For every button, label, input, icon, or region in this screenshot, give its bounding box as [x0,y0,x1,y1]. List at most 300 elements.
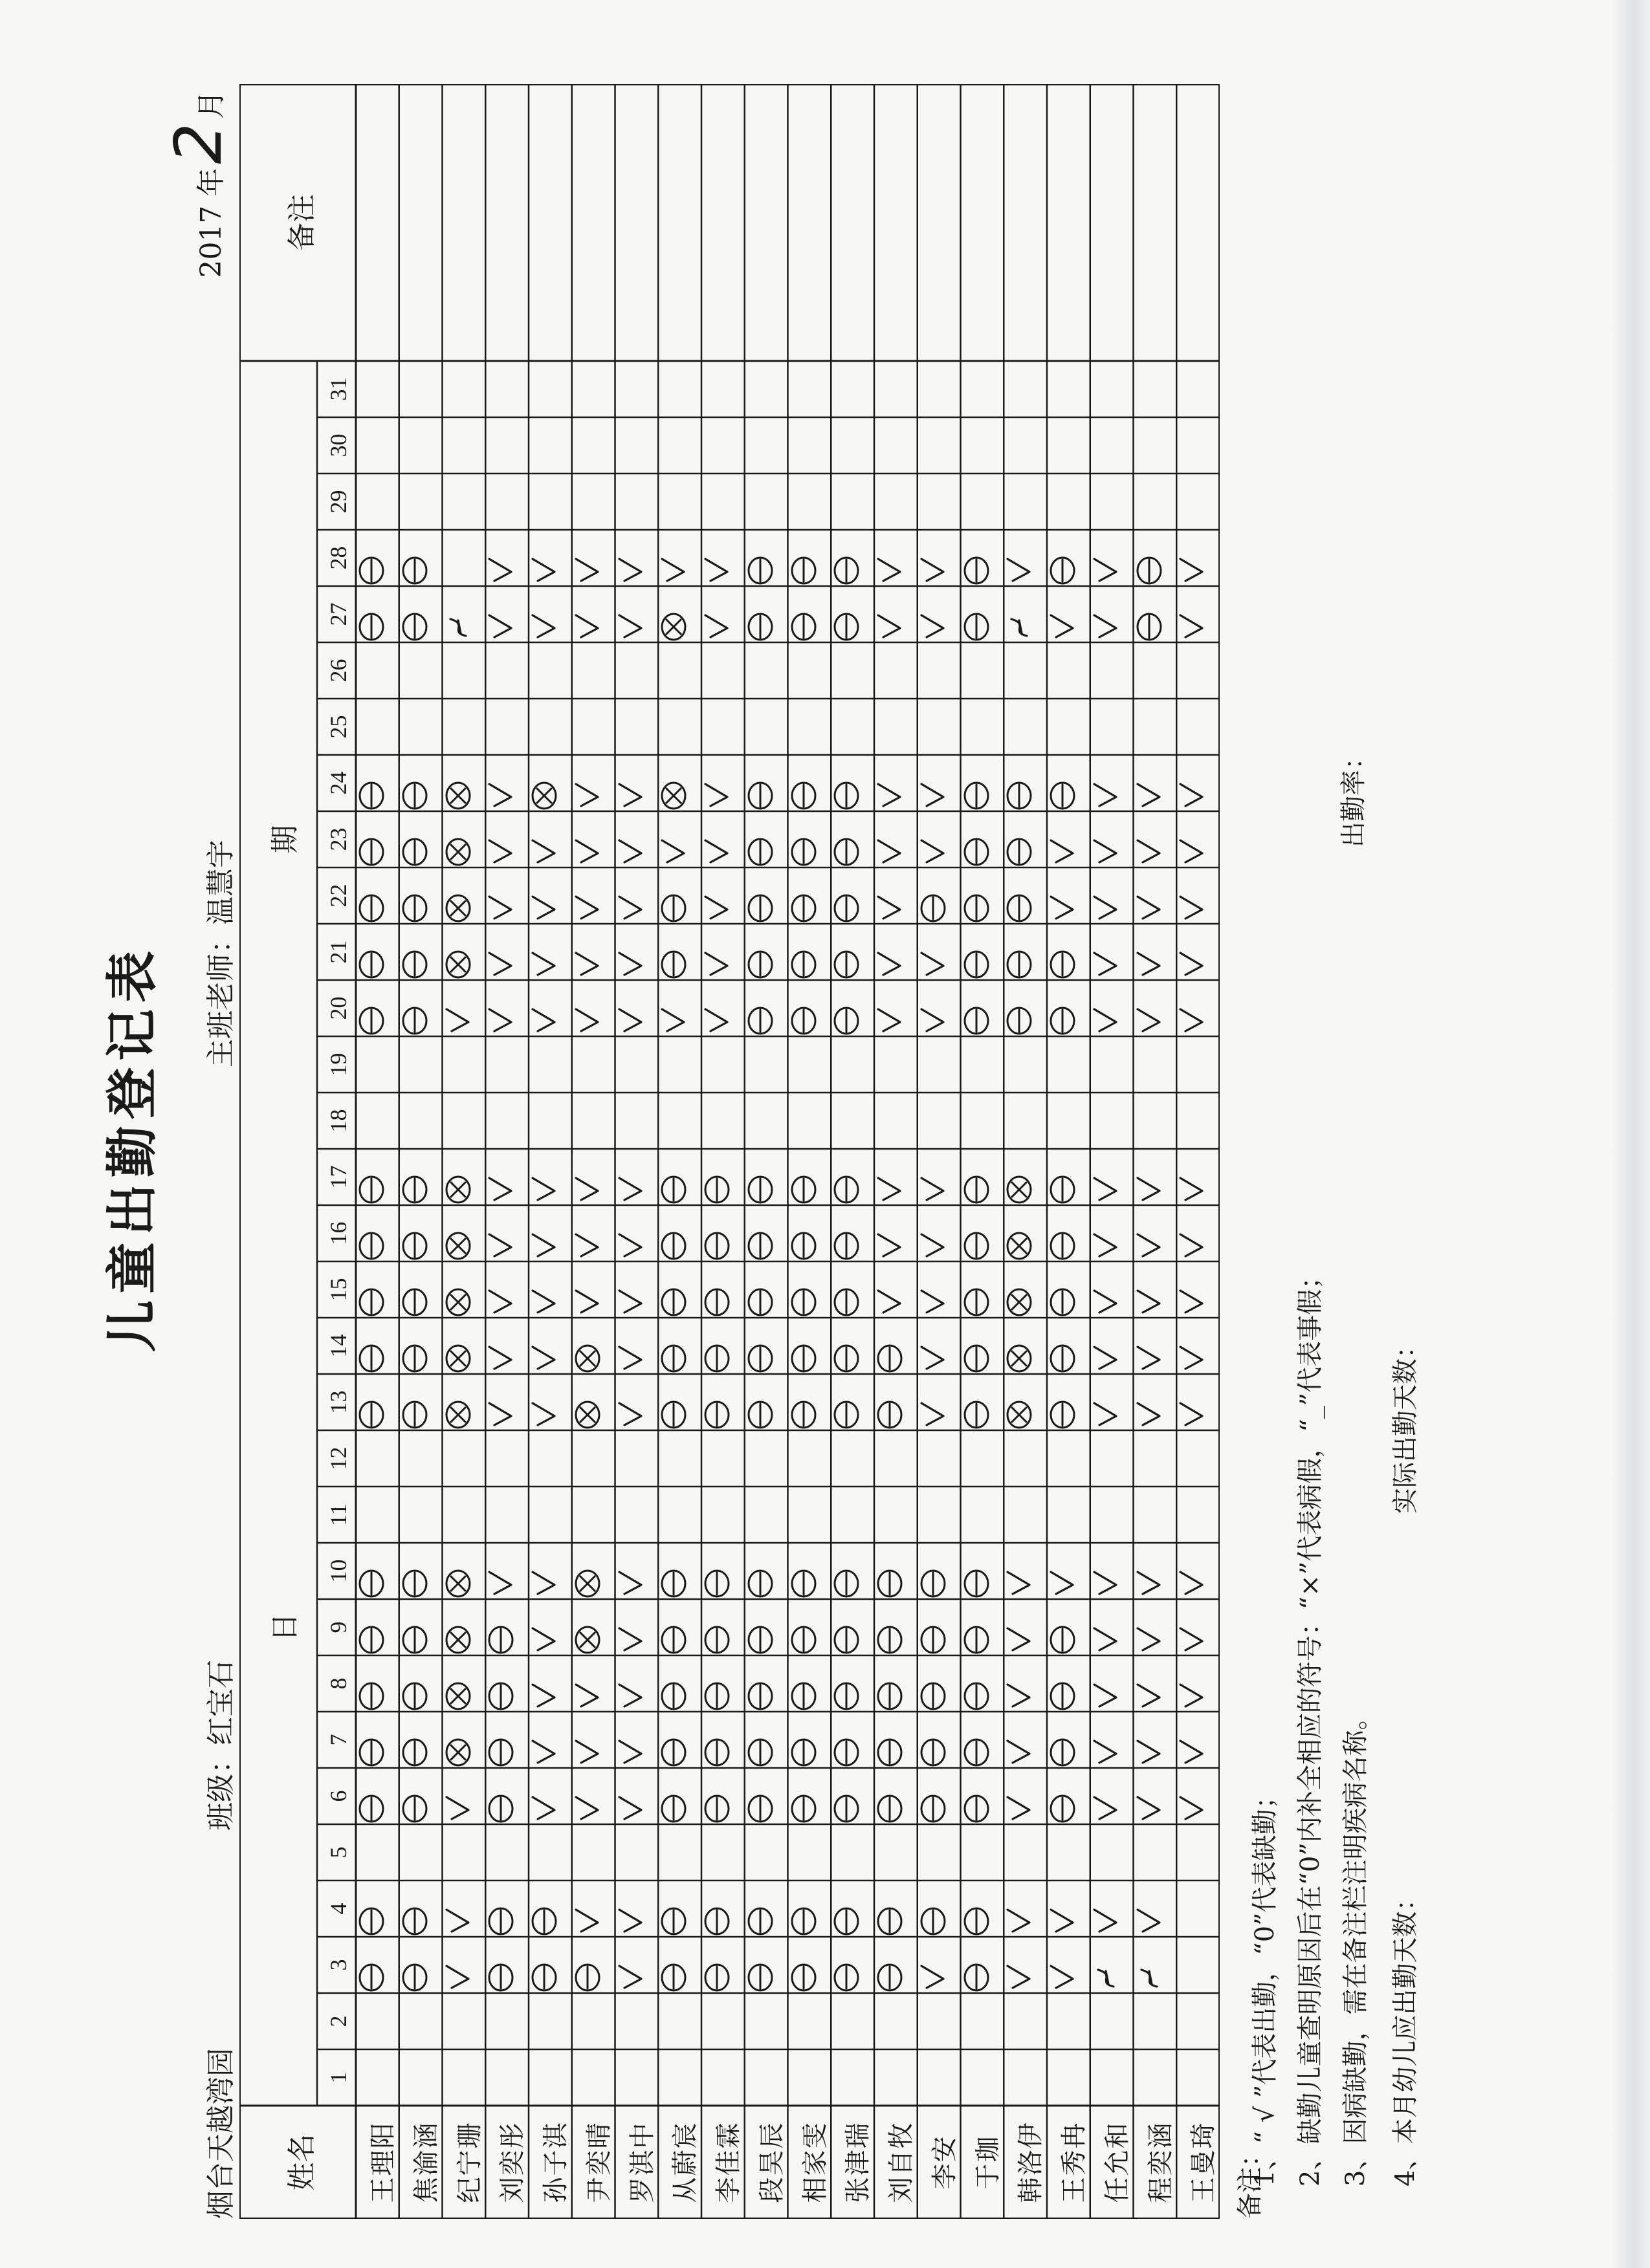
absent-circle-icon [961,755,1004,811]
absent-circle-icon [1047,1149,1090,1205]
absent-circle-icon [399,1768,443,1824]
absent-circle-icon [961,1261,1004,1318]
absent-circle-icon [399,867,443,924]
absent-circle-icon [874,1655,918,1712]
date-header-right: 期 [269,825,302,854]
absent-circle-icon [831,1768,874,1824]
absent-circle-icon [399,924,443,980]
checkmark-icon [918,1374,961,1430]
absent-circle-icon [356,980,399,1036]
checkmark-icon [615,1543,659,1599]
absent-circle-icon [356,1768,399,1824]
absent-circle-icon [831,1712,874,1768]
checkmark-icon [615,1937,659,1993]
absent-circle-icon [961,1374,1004,1430]
absent-circle-icon [961,1655,1004,1712]
checkmark-icon [918,1205,961,1261]
absent-circle-icon [745,1374,788,1430]
absent-circle-icon [485,1655,529,1712]
checkmark-icon [485,811,529,867]
checkmark-icon [1134,1374,1177,1430]
absent-circle-icon [701,1318,745,1374]
checkmark-icon [485,530,529,586]
checkmark-icon [658,530,701,586]
sick-leave-circle-icon [443,755,486,811]
absent-circle-icon [658,1374,701,1430]
absent-circle-icon [399,755,443,811]
absent-circle-icon [788,1599,831,1655]
scribble-mark-icon [1090,1937,1134,1993]
absent-circle-icon [831,1261,874,1318]
checkmark-icon [572,924,615,980]
checkmark-icon [918,980,961,1036]
absent-circle-icon [658,1599,701,1655]
absent-circle-icon [356,1881,399,1937]
absent-circle-icon [918,1543,961,1599]
checkmark-icon [615,1655,659,1712]
sick-leave-circle-icon [1004,1149,1047,1205]
checkmark-icon [1047,1543,1090,1599]
checkmark-icon [1134,1712,1177,1768]
absent-circle-icon [788,867,831,924]
absent-circle-icon [399,980,443,1036]
checkmark-icon [615,1261,659,1318]
checkmark-icon [874,755,918,811]
checkmark-icon [1176,1543,1220,1599]
checkmark-icon [918,755,961,811]
checkmark-icon [572,1261,615,1318]
checkmark-icon [1090,1655,1134,1712]
absent-circle-icon [356,586,399,642]
day-number: 6 [325,1790,351,1802]
checkmark-icon [1004,1768,1047,1824]
day-number: 21 [325,940,351,964]
absent-circle-icon [874,1937,918,1993]
checkmark-icon [1047,1881,1090,1937]
checkmark-icon [1090,1205,1134,1261]
day-number: 24 [325,771,351,795]
sick-leave-circle-icon [443,1599,486,1655]
absent-circle-icon [399,1543,443,1599]
checkmark-icon [874,811,918,867]
absent-circle-icon [1047,1205,1090,1261]
checkmark-icon [1176,1318,1220,1374]
checkmark-icon [1134,867,1177,924]
absent-circle-icon [356,1261,399,1318]
absent-circle-icon [399,1374,443,1430]
checkmark-icon [572,811,615,867]
checkmark-icon [485,980,529,1036]
student-name: 从蔚宸 [670,2121,701,2203]
absent-circle-icon [745,1318,788,1374]
checkmark-icon [1134,924,1177,980]
checkmark-icon [529,1599,572,1655]
checkmark-icon [1047,811,1090,867]
day-number: 13 [325,1390,351,1414]
checkmark-icon [701,530,745,586]
checkmark-icon [1090,980,1134,1036]
absent-circle-icon [356,1318,399,1374]
absent-circle-icon [1047,1655,1090,1712]
checkmark-icon [918,1261,961,1318]
checkmark-icon [1176,1712,1220,1768]
day-number: 30 [325,433,351,457]
sick-leave-circle-icon [443,1712,486,1768]
absent-circle-icon [658,1881,701,1937]
checkmark-icon [1134,980,1177,1036]
absent-circle-icon [961,1599,1004,1655]
checkmark-icon [529,1318,572,1374]
day-number: 5 [325,1846,351,1859]
checkmark-icon [615,1712,659,1768]
absent-circle-icon [788,755,831,811]
notes-list [1242,1263,1378,2186]
sick-leave-circle-icon [572,1318,615,1374]
checkmark-icon [918,586,961,642]
sick-leave-circle-icon [658,755,701,811]
checkmark-icon [529,924,572,980]
checkmark-icon [874,1261,918,1318]
sick-leave-circle-icon [1004,1205,1047,1261]
day-number: 4 [325,1903,351,1915]
checkmark-icon [1047,1937,1090,1993]
checkmark-icon [701,755,745,811]
attendance-rate-label: 出勤率： [1339,744,1369,847]
student-name: 相家雯 [800,2121,830,2203]
absent-circle-icon [658,1768,701,1824]
checkmark-icon [615,980,659,1036]
attendance-sheet [84,71,1462,2225]
checkmark-icon [1134,811,1177,867]
sick-leave-circle-icon [443,1655,486,1712]
absent-circle-icon [658,867,701,924]
absent-circle-icon [745,924,788,980]
absent-circle-icon [1134,530,1177,586]
absent-circle-icon [1047,1768,1090,1824]
checkmark-icon [529,1374,572,1430]
absent-circle-icon [701,1543,745,1599]
absent-circle-icon [745,980,788,1036]
sick-leave-circle-icon [443,867,486,924]
absent-circle-icon [745,811,788,867]
absent-circle-icon [399,1881,443,1937]
sick-leave-circle-icon [1004,1261,1047,1318]
absent-circle-icon [399,530,443,586]
sick-leave-circle-icon [443,1149,486,1205]
absent-circle-icon [1047,1318,1090,1374]
absent-circle-icon [745,755,788,811]
absent-circle-icon [961,1712,1004,1768]
absent-circle-icon [831,1374,874,1430]
checkmark-icon [658,980,701,1036]
date-header-left: 日 [269,1613,302,1642]
absent-circle-icon [831,1543,874,1599]
absent-circle-icon [961,1768,1004,1824]
sick-leave-circle-icon [443,924,486,980]
day-number: 28 [325,546,351,570]
checkmark-icon [1134,1655,1177,1712]
absent-circle-icon [918,1599,961,1655]
absent-circle-icon [1047,1712,1090,1768]
absent-circle-icon [658,1937,701,1993]
absent-circle-icon [918,1768,961,1824]
absent-circle-icon [831,811,874,867]
absent-circle-icon [529,1881,572,1937]
absent-circle-icon [356,755,399,811]
absent-circle-icon [356,924,399,980]
checkmark-icon [1090,1374,1134,1430]
sick-leave-circle-icon [658,586,701,642]
scribble-mark-icon [443,586,486,642]
note-item: 3、因病缺勤，需在备注栏注明疾病名称。 [1341,1704,1370,2186]
absent-circle-icon [701,1261,745,1318]
checkmark-icon [1004,1712,1047,1768]
absent-circle-icon [1047,924,1090,980]
day-number: 1 [325,2071,351,2084]
absent-circle-icon [788,1374,831,1430]
absent-circle-icon [874,1374,918,1430]
checkmark-icon [918,1318,961,1374]
checkmark-icon [615,1374,659,1430]
checkmark-icon [1004,1937,1047,1993]
checkmark-icon [1176,586,1220,642]
checkmark-icon [615,1881,659,1937]
checkmark-icon [485,755,529,811]
checkmark-icon [443,980,486,1036]
checkmark-icon [1090,1599,1134,1655]
checkmark-icon [485,1318,529,1374]
checkmark-icon [485,1261,529,1318]
checkmark-icon [529,1261,572,1318]
checkmark-icon [572,1881,615,1937]
day-number: 23 [325,827,351,851]
absent-circle-icon [788,1149,831,1205]
day-number: 26 [325,659,351,682]
absent-circle-icon [831,586,874,642]
checkmark-icon [572,1712,615,1768]
student-name: 纪宁珊 [454,2121,485,2203]
checkmark-icon [1176,755,1220,811]
checkmark-icon [529,980,572,1036]
day-number: 10 [325,1559,351,1583]
checkmark-icon [1090,1318,1134,1374]
absent-circle-icon [701,1937,745,1993]
checkmark-icon [529,811,572,867]
checkmark-icon [485,1543,529,1599]
absent-circle-icon [745,1543,788,1599]
checkmark-icon [529,867,572,924]
absent-circle-icon [701,1205,745,1261]
checkmark-icon [1134,1768,1177,1824]
absent-circle-icon [831,530,874,586]
sick-leave-circle-icon [1004,1374,1047,1430]
absent-circle-icon [831,924,874,980]
absent-circle-icon [485,1712,529,1768]
absent-circle-icon [1047,755,1090,811]
absent-circle-icon [831,867,874,924]
absent-circle-icon [745,1655,788,1712]
checkmark-icon [615,530,659,586]
absent-circle-icon [658,1712,701,1768]
absent-circle-icon [658,924,701,980]
checkmark-icon [572,1149,615,1205]
class-label: 班级：红宝石 [204,1660,237,1831]
absent-circle-icon [356,1655,399,1712]
absent-circle-icon [356,1543,399,1599]
absent-circle-icon [485,1881,529,1937]
absent-circle-icon [788,811,831,867]
checkmark-icon [572,530,615,586]
absent-circle-icon [356,1374,399,1430]
checkmark-icon [1004,1655,1047,1712]
absent-circle-icon [356,530,399,586]
checkmark-icon [1176,1205,1220,1261]
absent-circle-icon [658,1149,701,1205]
absent-circle-icon [399,1712,443,1768]
absent-circle-icon [961,1937,1004,1993]
student-name: 尹奕晴 [584,2121,614,2203]
scribble-mark-icon [1004,586,1047,642]
year-month [160,91,236,278]
checkmark-icon [918,1149,961,1205]
checkmark-icon [529,1149,572,1205]
absent-circle-icon [356,1149,399,1205]
checkmark-icon [485,867,529,924]
checkmark-icon [529,1768,572,1824]
absent-circle-icon [701,1768,745,1824]
absent-circle-icon [745,1768,788,1824]
absent-circle-icon [1004,867,1047,924]
absent-circle-icon [961,586,1004,642]
absent-circle-icon [1047,1599,1090,1655]
checkmark-icon [1176,1768,1220,1824]
checkmark-icon [615,1205,659,1261]
scribble-mark-icon [1134,1937,1177,1993]
absent-circle-icon [1047,980,1090,1036]
sick-leave-circle-icon [572,1543,615,1599]
absent-circle-icon [356,1599,399,1655]
student-name: 段昊辰 [756,2121,787,2203]
sick-leave-circle-icon [529,755,572,811]
day-number: 12 [325,1446,351,1470]
checkmark-icon [572,867,615,924]
checkmark-icon [485,1149,529,1205]
absent-circle-icon [831,1205,874,1261]
checkmark-icon [918,1937,961,1993]
sick-leave-circle-icon [443,1543,486,1599]
student-name: 张津瑞 [843,2121,874,2203]
checkmark-icon [1176,980,1220,1036]
student-name: 王曼琦 [1189,2121,1219,2203]
checkmark-icon [615,1318,659,1374]
day-number: 11 [325,1503,351,1526]
absent-circle-icon [788,1768,831,1824]
absent-circle-icon [1047,530,1090,586]
student-name: 李佳霖 [714,2121,743,2203]
student-name: 韩洛伊 [1016,2121,1046,2203]
student-name: 刘奕彤 [498,2121,528,2203]
checkmark-icon [1134,1261,1177,1318]
absent-circle-icon [745,530,788,586]
day-number: 17 [325,1165,351,1189]
student-name: 刘自牧 [886,2121,916,2203]
checkmark-icon [1090,755,1134,811]
checkmark-icon [1004,1599,1047,1655]
checkmark-icon [1176,1261,1220,1318]
absent-circle-icon [399,1261,443,1318]
absent-circle-icon [658,1655,701,1712]
absent-circle-icon [399,1318,443,1374]
name-column-header: 姓名 [285,2133,318,2191]
absent-circle-icon [485,1768,529,1824]
absent-circle-icon [1134,586,1177,642]
teacher-label: 主班老师：温慧宇 [204,840,237,1067]
year-label: 2017 年 [195,168,228,278]
sick-leave-circle-icon [443,1261,486,1318]
absent-circle-icon [658,1261,701,1318]
absent-circle-icon [356,1205,399,1261]
absent-circle-icon [745,1261,788,1318]
checkmark-icon [1004,530,1047,586]
checkmark-icon [1134,1149,1177,1205]
absent-circle-icon [1004,755,1047,811]
absent-circle-icon [831,755,874,811]
student-name: 李安 [929,2135,960,2190]
checkmark-icon [1134,1881,1177,1937]
checkmark-icon [658,811,701,867]
student-name: 焦渝涵 [411,2121,441,2203]
absent-circle-icon [1047,1374,1090,1430]
checkmark-icon [701,980,745,1036]
student-name: 任允和 [1102,2121,1132,2203]
checkmark-icon [1176,1149,1220,1205]
day-number: 20 [325,996,351,1020]
day-number: 9 [325,1621,351,1633]
absent-circle-icon [788,980,831,1036]
checkmark-icon [443,1937,486,1993]
checkmark-icon [443,1881,486,1937]
absent-circle-icon [788,1205,831,1261]
checkmark-icon [701,867,745,924]
student-name: 罗淇中 [627,2121,657,2203]
checkmark-icon [874,1149,918,1205]
checkmark-icon [701,586,745,642]
checkmark-icon [918,924,961,980]
absent-circle-icon [874,1881,918,1937]
absent-circle-icon [399,1599,443,1655]
student-name: 于珈 [973,2135,1003,2190]
absent-circle-icon [745,1205,788,1261]
checkmark-icon [1090,1261,1134,1318]
absent-circle-icon [745,1937,788,1993]
checkmark-icon [615,811,659,867]
student-name: 王秀冉 [1059,2121,1089,2203]
day-number: 16 [325,1221,351,1245]
checkmark-icon [615,1149,659,1205]
sick-leave-circle-icon [443,811,486,867]
checkmark-icon [615,867,659,924]
absent-circle-icon [658,1318,701,1374]
checkmark-icon [529,1655,572,1712]
month-value: 2 [160,123,236,164]
absent-circle-icon [745,1599,788,1655]
checkmark-icon [529,1712,572,1768]
day-number: 14 [325,1334,351,1358]
checkmark-icon [615,755,659,811]
absent-circle-icon [399,811,443,867]
school-name: 烟台天越湾园 [204,2048,237,2219]
absent-circle-icon [485,1599,529,1655]
